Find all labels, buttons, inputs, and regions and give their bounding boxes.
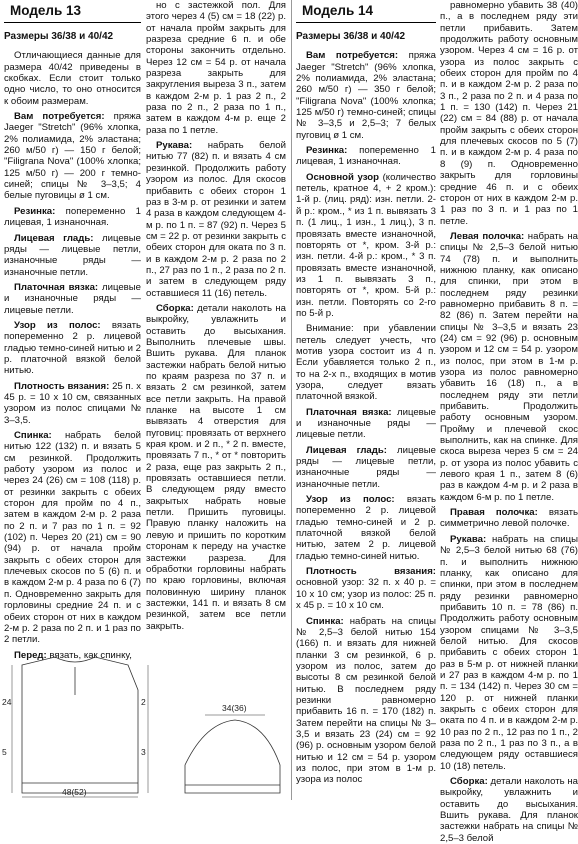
paragraph-heading: Сборка: bbox=[156, 302, 194, 314]
col2-body bbox=[146, 0, 286, 632]
model14-title: Модель 14 bbox=[296, 0, 436, 23]
paragraph-text: вязать симметрично левой полочке. bbox=[440, 507, 578, 530]
body-outline bbox=[22, 657, 138, 793]
model13-sizes: Размеры 36/38 и 40/42 bbox=[4, 31, 114, 42]
col2-paragraph bbox=[146, 140, 286, 299]
paragraph-text: вязать, как спинку, bbox=[46, 649, 132, 661]
paragraph-heading: Платочная вязка: bbox=[306, 406, 392, 418]
paragraph-text: вязать попеременно 2 р. лицевой гладью темно-синей и 2 р. платочной вязкой белой нитью, затем 2 р. лицевой гладью темно-синей нитью. bbox=[296, 494, 437, 562]
paragraph-heading: Резинка: bbox=[306, 145, 348, 157]
dim-label-2: 5 bbox=[2, 747, 7, 757]
paragraph-heading: Плотность вязания: bbox=[306, 566, 436, 578]
paragraph-heading: Основной узор bbox=[306, 171, 379, 183]
paragraph-text: (количество петель, кратное 4, + 2 кром.): 1-й р. (лиц. ряд): изн. петли. 2-й р.: кром., * из 1 п. вывязать 3 п. (1 лиц., 1 изн., 1 лиц.), 3 п. провязать вместе изнаночной, повторять от *, кром. 3-й р.: изн. петли. 4-й р.: кром., * 3 п. провязать вместе изнаночной, из 1 п. вывязать 3 п., повторять от *, кром. 5-й р.: изн. петли. Повторять со 2-го по 5-й р. bbox=[296, 171, 436, 319]
col4-paragraph bbox=[440, 507, 578, 530]
dim-label-3: 2 bbox=[141, 697, 146, 707]
col3-paragraph bbox=[296, 323, 436, 402]
model14-column-1 bbox=[296, 0, 436, 786]
col1-paragraph bbox=[4, 111, 141, 202]
model14-column-2 bbox=[440, 0, 578, 844]
col2-paragraph bbox=[146, 0, 286, 136]
paragraph-text: набрать белой нитью 77 (82) п. и вязать 4 см резинкой. Продолжить работу узором из полос. Для скосов прибавить с обеих сторон 1 раз в 3-м р. от резинки и затем 4 раза в каждом следующем 4-м р. по 1 п. = 87 (92) п. Через 5 см = 22 р. от резинки закрыть с обеих сторон для оката по 3 п. и в каждом 2-м р. 2 раза по 2 п., 27 раз по 1 п., 2 раза по 2 п. и затем в следующем ряду оставшиеся 11 (16) петель. bbox=[146, 140, 286, 299]
col3-paragraph bbox=[296, 566, 436, 611]
pattern-schema bbox=[0, 645, 290, 800]
paragraph-heading: Рукава: bbox=[450, 533, 487, 545]
paragraph-text: Отличающиеся данные для размера 40/42 приведены в скобках. Если стоит только одно число, то оно относится к обоим размерам. bbox=[4, 50, 141, 107]
model14-sizes: Размеры 36/38 и 40/42 bbox=[296, 31, 406, 42]
paragraph-heading: Узор из полос: bbox=[306, 494, 395, 506]
paragraph-heading: Спинка: bbox=[306, 615, 344, 627]
paragraph-text: пряжа Jaeger "Stretch" (96% хлопка, 2% полиамида, 2% эластана; 260 м/50 г) — 350 г белой; "Filigrana Nova" (100% хлопка; 125 м/50 г) темно-синей; спицы № 3–3,5 и 2,5–3; 7 белых пуговиц ø 1 см. bbox=[296, 50, 436, 141]
col3-paragraph bbox=[296, 407, 436, 441]
paragraph-text: пряжа Jaeger "Stretch" (96% хлопка, 2% полиамида, 2% эластана; 260 м/50 г) — 150 г белой; "Filigrana Nova" (100% хлопка; 125 м/50 г) — 200 г темно-синей; спицы № 3–3,5; 4 белые пуговицы ø 1 см. bbox=[4, 111, 141, 202]
col1-paragraph bbox=[4, 233, 141, 278]
paragraph-text: но с застежкой пол. Для этого через 4 (5) см = 18 (22) р. от начала пройм закрыть для разреза средние 6 п. и обе стороны закончить отдельно. Через 12 см = 54 р. от начала разреза закрыть для закругления выреза 3 п., затем в каждом 2-м р. 1 раз 2 п., 2 раза по 2 п., 2 раза по 1 п., затем в каждом 4-м р. еще 2 раза по 1 петле. bbox=[146, 0, 286, 136]
paragraph-heading: Спинка: bbox=[14, 430, 52, 441]
paragraph-heading: Перед: bbox=[14, 649, 47, 661]
col4-body bbox=[440, 0, 578, 844]
col3-paragraph bbox=[296, 145, 436, 168]
paragraph-text: набрать на спицы № 2,5–3 белой нитью 74 (78) п. и выполнить нижнюю планку, как описано для спинки, при этом в последнем ряду резинки равномерно прибавить 8 п. = 82 (86) п. Затем перейти на спицы № 3–3,5 и вязать 23 (24) см = 92 (96) р. основным узором и 12 см = 54 р. узором из полос, при этом в 1-м р. узора из полос равномерно убавить 16 (18) п., а в последнем ряду эти петли прибавить. Продолжить работу основным узором. Пройму и плечевой скос выполнить, как на спинке. Для скоса выреза через 5 см = 24 р. от узора из полос убавить с левого края 1 п., затем 8 (6) раз в каждом 4-м р. и 2 раза в каждом 6-м р. по 1 петле. bbox=[440, 230, 578, 503]
paragraph-text: детали наколоть на выкройку, увлажнить и оставить до высыхания. Выполнить плечевые швы. Вшить рукава. Для планок застежки набрать белой нитью по краям разреза по 37 п. и вязать 2 см резинкой, затем все петли закрыть. На правой планке на высоте 1 см вывязать 4 отверстия для пуговиц: провязать от верхнего края кром. и 2 п., * 2 п. вместе, провязать 7 п., * от * повторить 2 раза, еще раз закрыть 2 п., провязать оставшиеся петли. В следующем ряду вместо закрытых набрать новые петли. Пришить пуговицы. Правую планку наложить на левую и пришить по коротким сторонам к переду на участке застежки разреза. Для обработки горловины набрать по краю горловины, включая половинную ширину планок застежки, 141 п. и вязать 8 см резинкой, затем все петли закрыть. bbox=[146, 302, 286, 632]
paragraph-heading: Лицевая гладь: bbox=[306, 444, 387, 456]
col3-paragraph bbox=[296, 494, 436, 562]
paragraph-heading: Лицевая гладь: bbox=[14, 232, 94, 244]
col4-paragraph bbox=[440, 776, 578, 844]
sleeve-top-label: 34(36) bbox=[222, 703, 247, 713]
col3-paragraph bbox=[296, 445, 436, 490]
paragraph-text: 25 п. x 45 р. = 10 x 10 см, связанных узором из полос спицами № 3–3,5. bbox=[4, 380, 141, 426]
column-separator bbox=[291, 0, 292, 800]
paragraph-text: лицевые ряды — лицевые петли, изнаночные ряды — изнаночные петли. bbox=[4, 232, 141, 278]
model13-title: Модель 13 bbox=[4, 0, 141, 23]
paragraph-text: набрать белой нитью 122 (132) п. и вязать 5 см резинкой. Продолжить работу узором из полос и через 24 (26) см = 108 (118) р. от резинки закрыть с обеих сторон для пройм по 4 п., затем в каждом 2-м р. 2 раза по 2 п. и 7 раз по 1 п. = 92 (102) п. Через 20 (21) см = 90 (94) р. от начала пройм закрыть с обеих сторон для плечевых скосов по 5 (6) п. и в каждом 2-м р. 4 раза по 6 (7) п. Одновременно закрыть для горловины средние 24 п. и с обеих сторон от них в каждом 2-м р. 2 раза по 2 п. и 1 раз по 2 петли. bbox=[4, 430, 141, 646]
paragraph-text: лицевые и изнаночные ряды — лицевые петли. bbox=[296, 406, 436, 441]
col3-paragraph bbox=[296, 172, 436, 319]
model13-column-2 bbox=[146, 0, 286, 632]
paragraph-heading: Плотность вязания: bbox=[14, 380, 110, 392]
paragraph-heading: Сборка: bbox=[450, 776, 488, 788]
dim-label-1: 24 bbox=[2, 697, 12, 707]
col1-body bbox=[4, 50, 141, 661]
col1-paragraph bbox=[4, 282, 141, 316]
paragraph-text: попеременно 1 лицевая, 1 изнаночная. bbox=[4, 205, 141, 229]
paragraph-text: лицевые и изнаночные ряды — лицевые петли. bbox=[4, 281, 141, 316]
paragraph-text: равномерно убавить 38 (40) п., а в последнем ряду эти петли прибавить. Затем продолжить работу основным узором. Через 4 см = 16 р. от узора из полос закрыть с обеих сторон для пройм по 4 п. и в каждом 2-м р. 2 раза по 3 п., 2 раза по 2 п. и 4 раза по 1 п. = 130 (142) п. Через 21 (22) см = 84 (88) р. от начала пройм закрыть с обеих сторон для плечевых скосов по 5 (7) п. и в каждом 2-м р. 4 раза по 8 (9) п. Одновременно закрыть для горловины средние 46 п. и с обеих сторон от них в каждом 2-м р. 1 раз по 3 п. и 1 раз по 1 петле. bbox=[440, 0, 578, 227]
paragraph-text: попеременно 1 лицевая, 1 изнаночная. bbox=[296, 145, 436, 168]
paragraph-text: лицевые ряды — лицевые петли, изнаночные ряды — изнаночные петли. bbox=[296, 444, 436, 490]
col2-paragraph bbox=[146, 303, 286, 632]
paragraph-text: Внимание: при убавлении петель следует учесть, что мотив узора состоит из 4 п. Если убавляется только 2 п., то на 2-х п., входящих в мотив узора, следует вязать платочной вязкой. bbox=[296, 323, 436, 403]
col1-paragraph bbox=[4, 50, 141, 107]
paragraph-heading: Резинка: bbox=[14, 205, 56, 217]
col1-paragraph bbox=[4, 381, 141, 426]
paragraph-text: детали наколоть на выкройку, увлажнить и оставить до высыхания. Вшить рукава. Для планок застежки набрать на спицы № 2,5–3 белой bbox=[440, 776, 578, 844]
model13-column-1 bbox=[4, 0, 141, 661]
col3-paragraph bbox=[296, 616, 436, 786]
paragraph-text: набрать на спицы № 2,5–3 белой нитью 154 (166) п. и вязать для нижней планки 3 см резинкой, 6 р. узором из полос, затем до высоты 8 см резинкой белой нитью. В последнем ряду резинки равномерно прибавить 16 п. = 170 (182) п. Затем перейти на спицы № 3–3,5 и вязать 23 (24) см = 92 (96) р. основным узором белой нитью и 12 см = 54 р. узором из полос, при этом в 1-м р. узора из полос bbox=[296, 615, 436, 786]
col1-paragraph bbox=[4, 206, 141, 229]
paragraph-heading: Левая полочка: bbox=[450, 230, 525, 242]
paragraph-text: вязать попеременно 2 р. лицевой гладью темно-синей нитью и 2 р. платочной вязкой белой нитью. bbox=[4, 319, 142, 377]
paragraph-text: набрать на спицы № 2,5–3 белой нитью 68 (76) п. и выполнить нижнюю планку, как описано для спинки, при этом в последнем ряду резинки равномерно прибавить 10 п. = 78 (86) п. Продолжить работу основным узором спицами № 3–3,5 белой нитью. Для скосов прибавить с обеих сторон 1 раз в 5-м р. от нижней планки и 27 раз в каждом 4-м р. по 1 п. = 134 (142) п. Через 30 см = 120 р. от нижней планки закрыть с обеих сторон для оката по 4 п. и в каждом 2-м р. 10 раз по 2 п., 12 раз по 1 п., 2 раза по 2 п., 1 раз по 3 п., а в следующем ряду оставшиеся 10 (18) петель. bbox=[440, 533, 578, 772]
paragraph-heading: Узор из полос: bbox=[14, 319, 101, 331]
col4-paragraph bbox=[440, 0, 578, 227]
paragraph-heading: Платочная вязка: bbox=[14, 281, 99, 293]
dim-label-4: 3 bbox=[141, 747, 146, 757]
paragraph-heading: Рукава: bbox=[156, 140, 193, 152]
paragraph-heading: Правая полочка: bbox=[450, 507, 538, 519]
col3-paragraph bbox=[296, 50, 436, 141]
col3-body bbox=[296, 50, 436, 785]
col4-paragraph bbox=[440, 534, 578, 772]
paragraph-heading: Вам потребуется: bbox=[14, 111, 105, 123]
col1-paragraph bbox=[4, 320, 141, 377]
paragraph-text: основной узор: 32 п. x 40 р. = 10 x 10 см; узор из полос: 25 п. x 45 р. = 10 x 10 см. bbox=[296, 577, 436, 612]
col4-paragraph bbox=[440, 231, 578, 503]
sleeve-outline bbox=[185, 720, 280, 793]
col1-paragraph bbox=[4, 430, 141, 646]
paragraph-heading: Вам потребуется: bbox=[306, 50, 399, 62]
front-width-label: 48(52) bbox=[62, 787, 87, 797]
